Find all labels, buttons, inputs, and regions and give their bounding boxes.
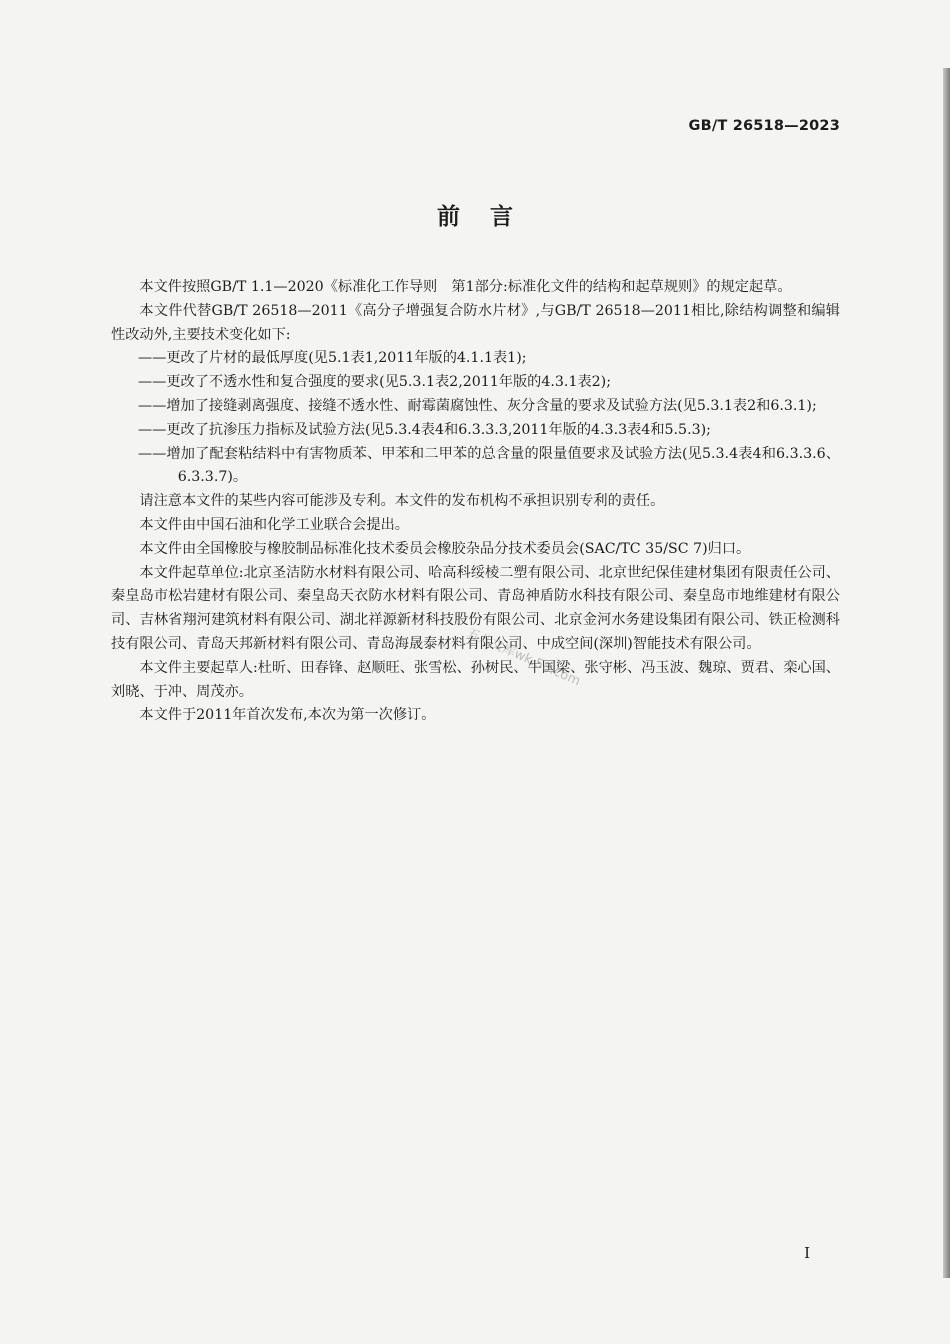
paragraph: 请注意本文件的某些内容可能涉及专利。本文件的发布机构不承担识别专利的责任。 (139, 493, 665, 510)
paragraph: 本文件起草单位:北京圣洁防水材料有限公司、哈高科绥棱二塑有限公司、北京世纪保佳建材集团有限责任公司、秦皇岛市松岩建材有限公司、秦皇岛天衣防水材料有限公司、青岛神盾防水科技有限公司、秦皇岛市地维建材有限公司、吉林省翔河建筑材料有限公司、湖北祥源新材科技股份有限公司、北京金河水务建设集团有限公司、铁正检测科技有限公司、青岛天邦新材料有限公司、青岛海晟泰材料有限公司、中成空间(深圳)智能技术有限公司。 (111, 564, 840, 652)
change-item: ——更改了不透水性和复合强度的要求(见5.3.1表2,2011年版的4.3.1表2); (137, 374, 612, 391)
paragraph: 本文件代替GB/T 26518—2011《高分子增强复合防水片材》,与GB/T 26518—2011相比,除结构调整和编辑性改动外,主要技术变化如下: (111, 302, 840, 343)
change-item: ——更改了片材的最低厚度(见5.1表1,2011年版的4.1.1表1); (137, 350, 527, 367)
change-item: ——增加了配套粘结料中有害物质苯、甲苯和二甲苯的总含量的限量值要求及试验方法(见5.3.4表4和6.3.3.6、6.3.3.7)。 (137, 445, 840, 486)
watermark: 五八文库wk.58.com (464, 625, 583, 690)
page-edge (943, 68, 950, 1278)
standard-code: GB/T 26518—2023 (688, 118, 840, 134)
change-item: ——增加了接缝剥离强度、接缝不透水性、耐霉菌腐蚀性、灰分含量的要求及试验方法(见5.3.1表2和6.3.1); (137, 397, 817, 414)
page-title: 前言 (437, 204, 543, 230)
page-number: I (804, 1244, 810, 1262)
paragraph: 本文件于2011年首次发布,本次为第一次修订。 (139, 707, 436, 724)
change-item: ——更改了抗渗压力指标及试验方法(见5.3.4表4和6.3.3.3,2011年版的4.3.3表4和5.5.3); (137, 421, 711, 438)
paragraph: 本文件主要起草人:杜昕、田春锋、赵顺旺、张雪松、孙树民、牛国梁、张守彬、冯玉波、魏琼、贾君、栾心国、刘晓、于冲、周茂亦。 (111, 659, 840, 700)
foreword-body (111, 276, 840, 728)
paragraph: 本文件按照GB/T 1.1—2020《标准化工作导则 第1部分:标准化文件的结构和起草规则》的规定起草。 (139, 279, 792, 295)
paragraph: 本文件由中国石油和化学工业联合会提出。 (139, 516, 409, 533)
paragraph: 本文件由全国橡胶与橡胶制品标准化技术委员会橡胶杂品分技术委员会(SAC/TC 35/SC 7)归口。 (139, 540, 751, 557)
